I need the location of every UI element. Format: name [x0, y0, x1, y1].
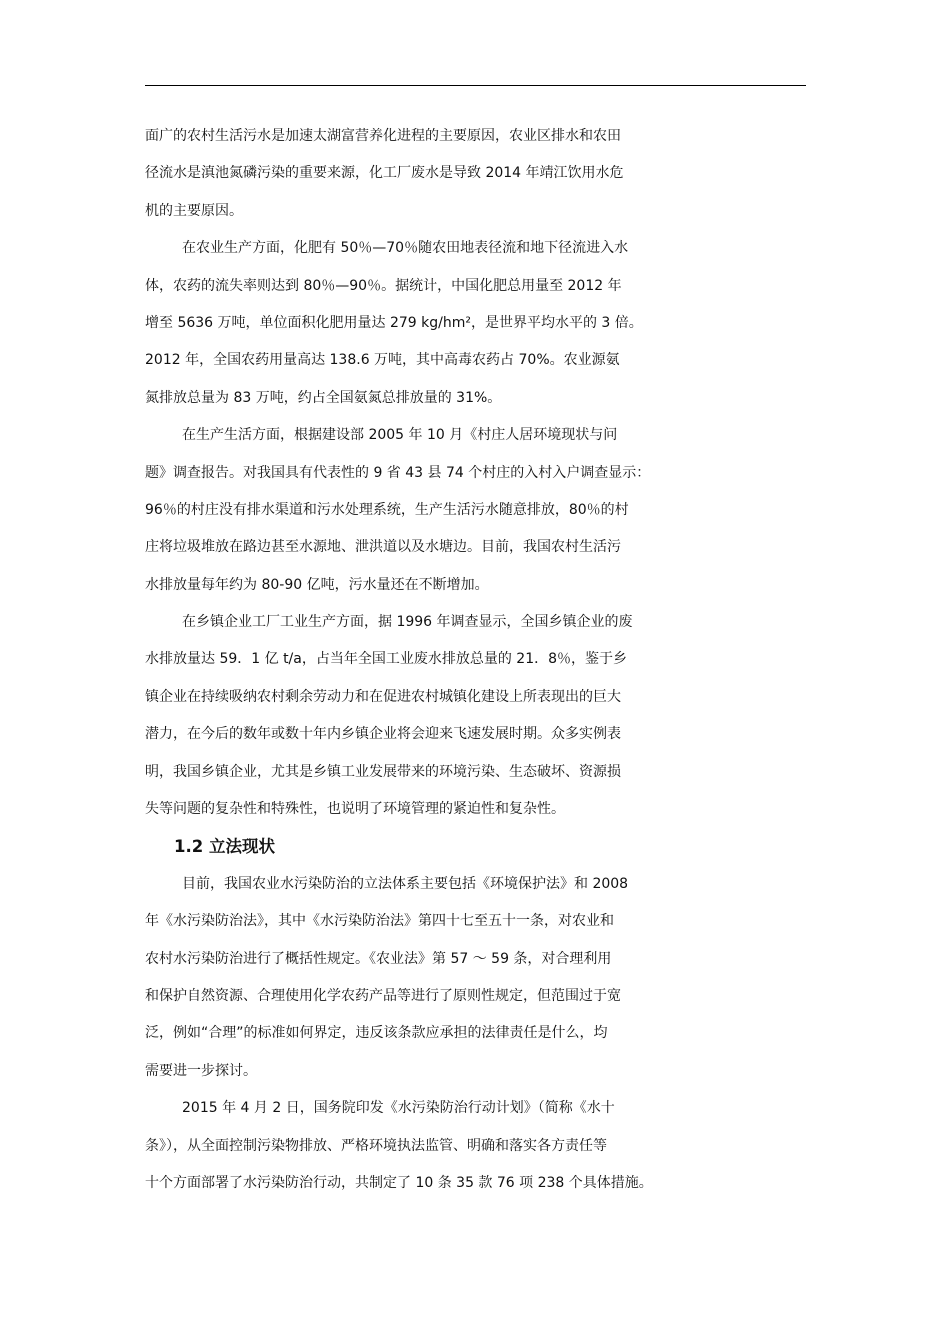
- text-line: 水排放量每年约为 80-90 亿吨，污水量还在不断增加。: [145, 576, 489, 593]
- text-line: 年《水污染防治法》，其中《水污染防治法》第四十七至五十一条，对农业和: [145, 913, 614, 930]
- text-line: 机的主要原因。: [145, 202, 243, 219]
- text-line: 题》调查报告。对我国具有代表性的 9 省 43 县 74 个村庄的入村入户调查显示：: [145, 464, 651, 481]
- text-line: 在农业生产方面，化肥有 50％—70％随农田地表径流和地下径流进入水: [182, 240, 629, 257]
- paragraph-living: [145, 417, 825, 604]
- text-line: 体，农药的流失率则达到 80％—90％。据统计，中国化肥总用量至 2012 年: [145, 277, 622, 294]
- paragraph-agriculture: [145, 230, 825, 417]
- text-line: 2015 年 4 月 2 日，国务院印发《水污染防治行动计划》（简称《水十: [182, 1100, 615, 1117]
- text-line: 十个方面部署了水污染防治行动，共制定了 10 条 35 款 76 项 238 个具体措施。: [145, 1174, 653, 1191]
- text-line: 径流水是滇池氮磷污染的重要来源，化工厂废水是导致 2014 年靖江饮用水危: [145, 165, 624, 182]
- text-line: 潜力，在今后的数年或数十年内乡镇企业将会迎来飞速发展时期。众多实例表: [145, 726, 621, 743]
- text-line: 和保护自然资源、合理使用化学农药产品等进行了原则性规定，但范围过于宽: [145, 987, 621, 1004]
- text-line: 需要进一步探讨。: [145, 1062, 257, 1079]
- text-line: 96％的村庄没有排水渠道和污水处理系统，生产生活污水随意排放，80％的村: [145, 501, 629, 518]
- header-rule: [145, 85, 806, 86]
- text-line: 面广的农村生活污水是加速太湖富营养化进程的主要原因，农业区排水和农田: [145, 128, 621, 144]
- text-line: 庄将垃圾堆放在路边甚至水源地、泄洪道以及水塘边。目前，我国农村生活污: [145, 539, 621, 556]
- text-line: 失等问题的复杂性和特殊性，也说明了环境管理的紧迫性和复杂性。: [145, 801, 565, 818]
- text-line: 镇企业在持续吸纳农村剩余劳动力和在促进农村城镇化建设上所表现出的巨大: [145, 688, 621, 705]
- paragraph-legislation: [145, 866, 825, 1090]
- text-line: 氮排放总量为 83 万吨，约占全国氨氮总排放量的 31%。: [145, 389, 502, 406]
- paragraph-action-plan: [145, 1090, 825, 1202]
- text-line: 水排放量达 59．1 亿 t/a，占当年全国工业废水排放总量的 21．8％，鉴于乡: [145, 651, 628, 668]
- text-line: 目前，我国农业水污染防治的立法体系主要包括《环境保护法》和 2008: [182, 875, 629, 892]
- text-line: 增至 5636 万吨，单位面积化肥用量达 279 kg/hm²，是世界平均水平的 3 倍。: [145, 314, 643, 331]
- text-line: 泛，例如“合理”的标准如何界定，违反该条款应承担的法律责任是什么，均: [145, 1025, 608, 1042]
- text-line: 在乡镇企业工厂工业生产方面，据 1996 年调查显示，全国乡镇企业的废: [182, 614, 633, 631]
- text-line: 农村水污染防治进行了概括性规定。《农业法》第 57 ～ 59 条，对合理利用: [145, 950, 612, 967]
- section-heading: 1.2 立法现状: [174, 837, 275, 857]
- text-line: 条》），从全面控制污染物排放、严格环境执法监管、明确和落实各方责任等: [145, 1137, 607, 1154]
- text-line: 在生产生活方面，根据建设部 2005 年 10 月《村庄人居环境现状与问: [182, 427, 618, 444]
- paragraph-township-enterprise: [145, 604, 825, 828]
- text-line: 2012 年，全国农药用量高达 138.6 万吨，其中高毒农药占 70%。农业源氨: [145, 352, 620, 369]
- paragraph-continuation: [145, 118, 825, 230]
- document-body: [145, 118, 825, 1202]
- text-line: 明，我国乡镇企业，尤其是乡镇工业发展带来的环境污染、生态破坏、资源损: [145, 763, 621, 780]
